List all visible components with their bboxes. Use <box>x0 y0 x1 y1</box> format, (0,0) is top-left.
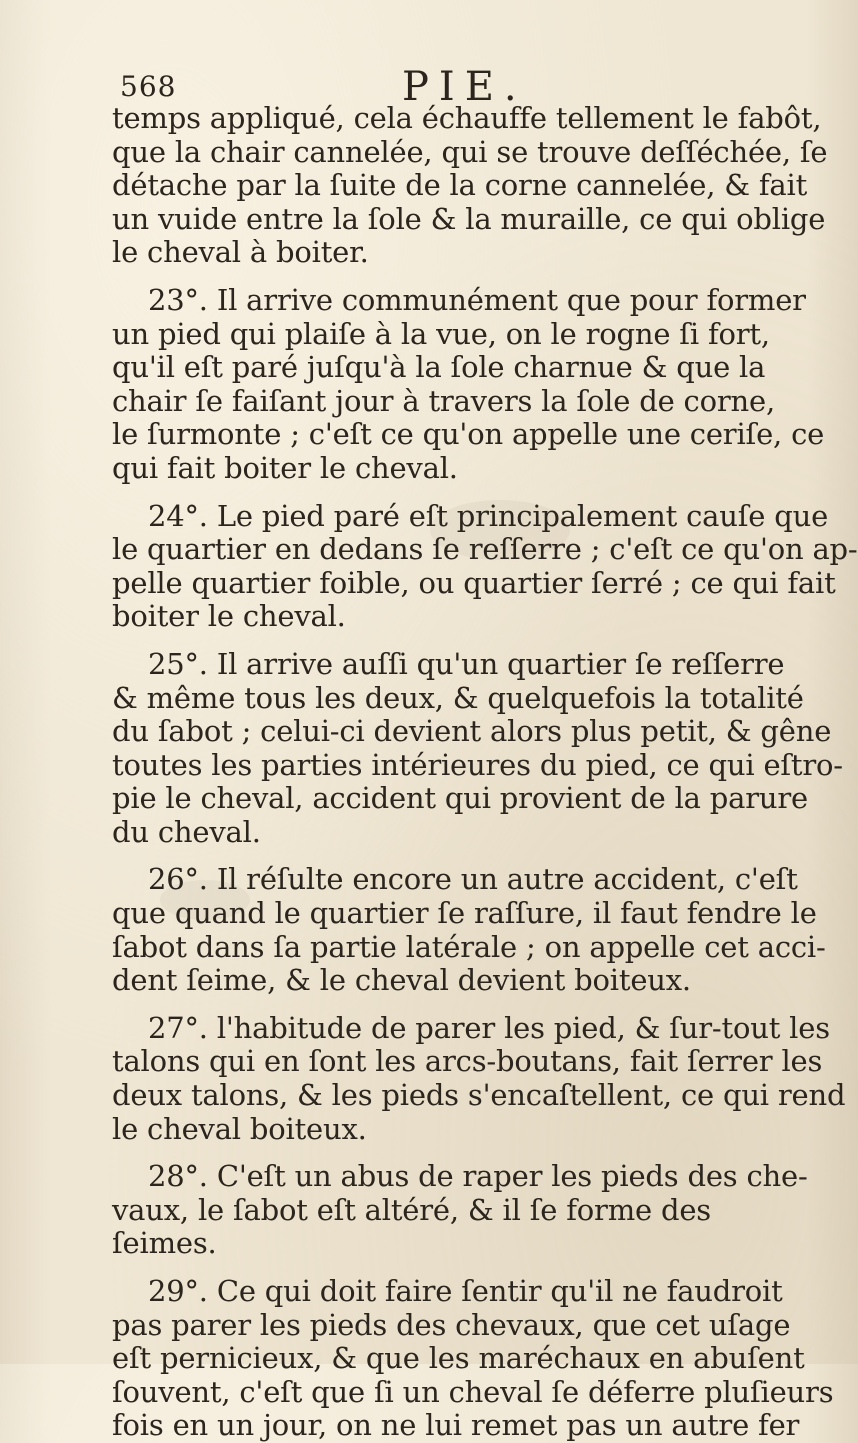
body-text <box>112 101 858 1443</box>
running-head: PIE. <box>402 64 527 110</box>
text-line: un vuide entre la ſole & la muraille, ce qui oblige <box>112 201 826 236</box>
paragraph <box>112 646 843 850</box>
text-line: boiter le cheval. <box>112 599 346 634</box>
text-line: du cheval. <box>112 814 261 849</box>
paragraph-gap <box>112 998 710 1012</box>
paragraph-gap <box>112 486 710 500</box>
text-line: dent ſeime, & le cheval devient boiteux. <box>112 963 691 998</box>
text-line: 25°. Il arrive auſſi qu'un quartier ſe reſſerre <box>148 646 785 681</box>
paragraph-gap <box>112 849 710 863</box>
text-line: pas parer les pieds des chevaux, que cet uſage <box>112 1307 791 1342</box>
text-line: temps appliqué, cela échauffe tellement le fabôt, <box>112 101 822 135</box>
text-line: eſt pernicieux, & que les maréchaux en abuſent <box>112 1341 805 1376</box>
paragraph <box>112 101 828 270</box>
paragraph-gap <box>112 270 710 284</box>
text-line: & même tous les deux, & quelquefois la totalité <box>112 680 804 715</box>
text-line: 28°. C'eſt un abus de raper les pieds des che- <box>148 1159 808 1194</box>
text-line: ſeimes. <box>112 1226 217 1261</box>
paragraph <box>112 498 858 634</box>
paragraph-gap <box>112 634 710 648</box>
paragraph <box>112 1274 834 1443</box>
text-line: 29°. Ce qui doit faire ſentir qu'il ne faudroit <box>148 1274 783 1308</box>
text-line: détache par la ſuite de la corne cannelée, & fait <box>112 168 808 203</box>
text-line: chair ſe faiſant jour à travers la ſole de corne, <box>112 383 775 418</box>
text-line: toutes les parties intérieures du pied, ce qui eſtro- <box>112 747 843 782</box>
text-line: 24°. Le pied paré eſt principalement cauſe que <box>148 498 829 533</box>
text-line: du ſabot ; celui-ci devient alors plus petit, & gêne <box>112 714 832 749</box>
paragraph <box>112 282 825 486</box>
paragraph <box>112 1010 846 1146</box>
text-line: pelle quartier foible, ou quartier ſerré ; ce qui fait <box>112 565 836 600</box>
text-line: qu'il eſt paré juſqu'à la ſole charnue & que la <box>112 350 766 385</box>
text-line: que quand le quartier ſe raſſure, il faut fendre le <box>112 896 817 931</box>
paragraph <box>112 1159 808 1261</box>
text-line: qui fait boiter le cheval. <box>112 450 458 485</box>
text-line: talons qui en ſont les arcs-boutans, fait ſerrer les <box>112 1044 823 1079</box>
paragraph-gap <box>112 1146 710 1160</box>
text-line: ſabot dans ſa partie latérale ; on appelle cet acci- <box>112 929 826 964</box>
page-number: 568 <box>120 70 177 103</box>
text-line: fois en un jour, on ne lui remet pas un autre fer <box>112 1408 800 1443</box>
text-line: le quartier en dedans ſe reſſerre ; c'eſt ce qu'on ap- <box>112 532 858 567</box>
text-line: que la chair cannelée, qui se trouve deſſéchée, ſe <box>112 134 828 169</box>
text-line: le cheval à boiter. <box>112 235 369 270</box>
text-line: le cheval boiteux. <box>112 1111 367 1146</box>
text-line: pie le cheval, accident qui provient de la parure <box>112 781 808 816</box>
text-line: 26°. Il réſulte encore un autre accident, c'eſt <box>148 862 798 897</box>
text-line: vaux, le ſabot eſt altéré, & il ſe forme des <box>112 1192 711 1227</box>
text-line: 23°. Il arrive communément que pour former <box>148 282 806 317</box>
text-line: deux talons, & les pieds s'encaſtellent, ce qui rend <box>112 1078 846 1113</box>
paragraph <box>112 862 826 998</box>
text-line: 27°. l'habitude de parer les pied, & ſur-tout les <box>148 1010 830 1045</box>
paragraph-gap <box>112 1261 710 1275</box>
text-line: le ſurmonte ; c'eſt ce qu'on appelle une ceriſe, ce <box>112 417 825 452</box>
text-line: ſouvent, c'eſt que ſi un cheval ſe déferre pluſieurs <box>112 1374 834 1409</box>
text-line: un pied qui plaiſe à la vue, on le rogne ſi fort, <box>112 316 770 351</box>
